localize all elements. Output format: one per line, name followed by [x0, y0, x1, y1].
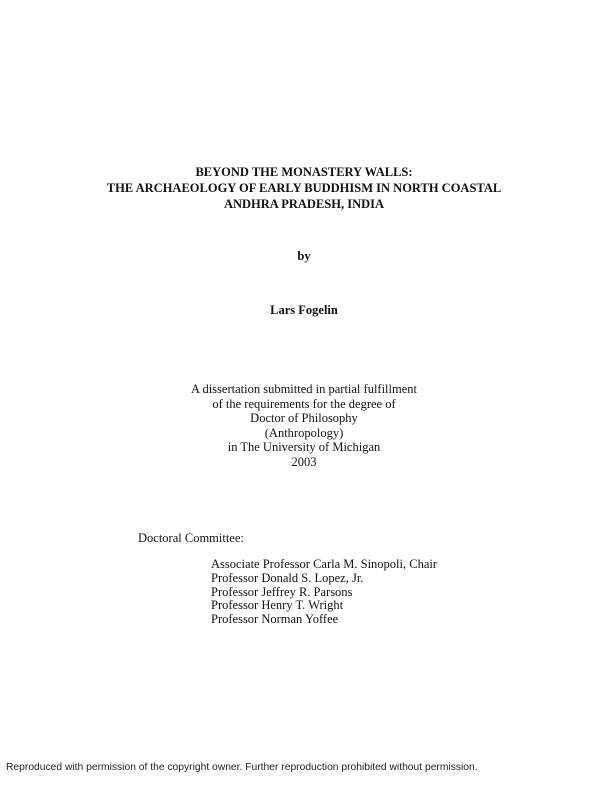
committee-member: Professor Henry T. Wright	[211, 598, 344, 613]
degree-statement	[0, 382, 608, 470]
committee-member: Professor Norman Yoffee	[211, 612, 339, 627]
committee-member: Associate Professor Carla M. Sinopoli, Chair	[211, 557, 438, 571]
statement-line-4: (Anthropology)	[264, 425, 344, 440]
title-line-1: BEYOND THE MONASTERY WALLS:	[195, 165, 413, 179]
copyright-footer: Reproduced with permission of the copyright owner. Further reproduction prohibited without permission.	[6, 762, 478, 773]
committee-member: Professor Donald S. Lopez, Jr.	[211, 570, 364, 585]
committee-member: Professor Jeffrey R. Parsons	[211, 584, 353, 599]
committee-heading: Doctoral Committee:	[138, 531, 244, 545]
statement-line-5: in The University of Michigan	[227, 440, 381, 455]
statement-line-3: Doctor of Philosophy	[250, 411, 358, 426]
by-label: by	[297, 249, 311, 263]
committee-list	[211, 558, 437, 627]
title-line-3: ANDHRA PRADESH, INDIA	[223, 197, 385, 211]
statement-line-6: 2003	[291, 454, 317, 469]
statement-line-1: A dissertation submitted in partial fulfillment	[190, 382, 417, 396]
title-line-2: THE ARCHAEOLOGY OF EARLY BUDDHISM IN NORTH COASTAL	[106, 181, 502, 195]
statement-line-2: of the requirements for the degree of	[212, 396, 396, 411]
dissertation-title	[0, 164, 608, 212]
author-name: Lars Fogelin	[270, 303, 338, 317]
